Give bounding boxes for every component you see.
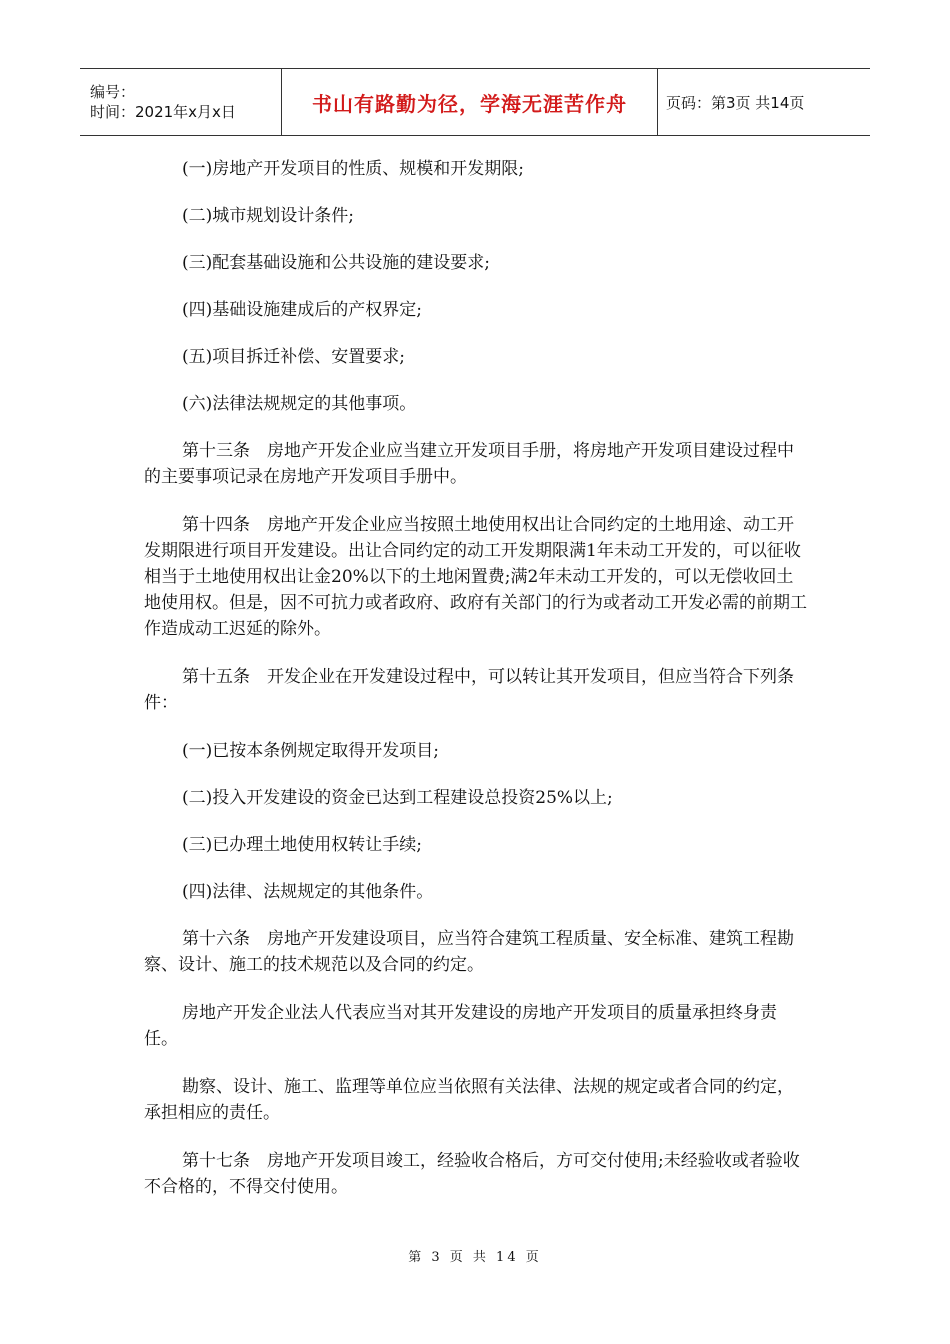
page-footer xyxy=(0,1246,950,1265)
paragraph: 第十四条 房地产开发企业应当按照土地使用权出让合同约定的土地用途、动工开发期限进行项目开发建设。出让合同约定的动工开发期限满1年未动工开发的，可以征收相当于土地使用权出让金20%以下的土地闲置费;满2年未动工开发的，可以无偿收回土地使用权。但是，因不可抗力或者政府、政府有关部门的行为或者动工开发必需的前期工作造成动工迟延的除外。 xyxy=(144,515,807,639)
paragraph: 第十七条 房地产开发项目竣工，经验收合格后，方可交付使用;未经验收或者验收不合格的，不得交付使用。 xyxy=(144,1151,800,1197)
paragraph: (一)已按本条例规定取得开发项目; xyxy=(182,741,439,761)
paragraph: (二)投入开发建设的资金已达到工程建设总投资25%以上; xyxy=(182,788,613,808)
number-label: 编号： xyxy=(90,83,136,101)
paragraph: (四)基础设施建成后的产权界定; xyxy=(182,300,422,320)
time-label: 时间：2021年x月x日 xyxy=(90,103,236,121)
document-body xyxy=(144,156,808,1222)
footer-page-number: 第 3 页 共 14 页 xyxy=(408,1250,542,1265)
paragraph: (一)房地产开发项目的性质、规模和开发期限; xyxy=(182,159,524,179)
page-info-text: 页码：第3页 共14页 xyxy=(666,93,805,112)
paragraph: 房地产开发企业法人代表应当对其开发建设的房地产开发项目的质量承担终身责任。 xyxy=(144,1003,777,1049)
paragraph: 第十三条 房地产开发企业应当建立开发项目手册，将房地产开发项目建设过程中的主要事项记录在房地产开发项目手册中。 xyxy=(144,441,794,487)
motto-text: 书山有路勤为径，学海无涯苦作舟 xyxy=(312,91,627,116)
paragraph: (三)配套基础设施和公共设施的建设要求; xyxy=(182,253,490,273)
paragraph: (二)城市规划设计条件; xyxy=(182,206,354,226)
paragraph: (六)法律法规规定的其他事项。 xyxy=(182,394,417,414)
paragraph: 勘察、设计、施工、监理等单位应当依照有关法律、法规的规定或者合同的约定，承担相应的责任。 xyxy=(144,1077,794,1123)
document-header xyxy=(80,68,870,136)
paragraph: (五)项目拆迁补偿、安置要求; xyxy=(182,347,405,367)
paragraph: 第十五条 开发企业在开发建设过程中，可以转让其开发项目，但应当符合下列条件： xyxy=(144,667,794,713)
header-page-info xyxy=(658,69,870,135)
paragraph: (四)法律、法规规定的其他条件。 xyxy=(182,882,434,902)
header-meta xyxy=(80,69,282,135)
header-motto xyxy=(282,69,658,135)
paragraph: (三)已办理土地使用权转让手续; xyxy=(182,835,422,855)
paragraph: 第十六条 房地产开发建设项目，应当符合建筑工程质量、安全标准、建筑工程勘察、设计、施工的技术规范以及合同的约定。 xyxy=(144,929,794,975)
